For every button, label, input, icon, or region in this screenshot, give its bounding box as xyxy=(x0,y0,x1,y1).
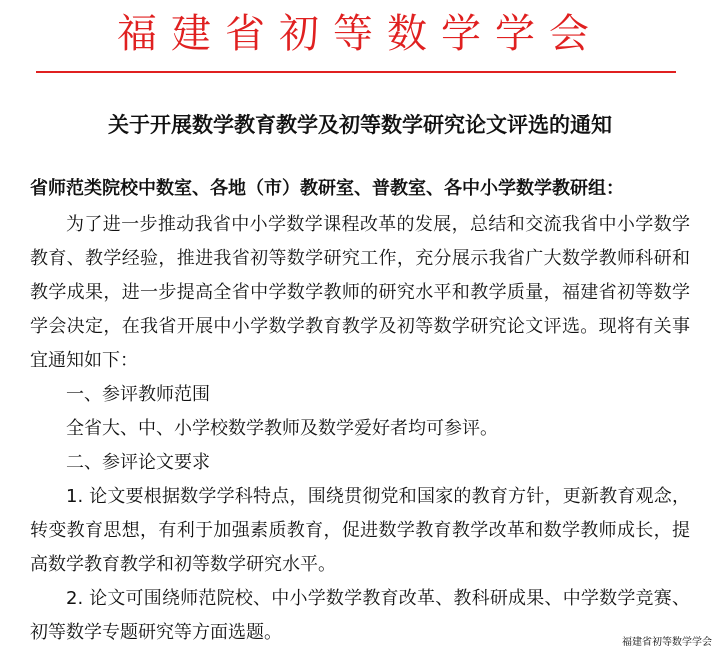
section1-body: 全省大、中、小学校数学教师及数学爱好者均可参评。 xyxy=(66,418,498,439)
organization-title: 福建省初等数学学会 xyxy=(117,11,603,57)
section2-item-1: 1. 论文要根据数学学科特点，围绕贯彻党和国家的教育方针，更新教育观念，转变教育思想，有利于加强素质教育，促进数学教育教学改革和数学教师成长，提高数学教育教学和初等数学研究水平。 xyxy=(30,486,690,575)
notice-body xyxy=(30,172,690,650)
section2-heading: 二、参评论文要求 xyxy=(66,452,210,473)
section2-item-2: 2. 论文可围绕师范院校、中小学数学教育改革、教科研成果、中学数学竞赛、初等数学专题研究等方面选题。 xyxy=(30,588,690,643)
notice-title: 关于开展数学教育教学及初等数学研究论文评选的通知 xyxy=(108,113,612,137)
section1-heading: 一、参评教师范围 xyxy=(66,384,210,405)
intro-paragraph: 为了进一步推动我省中小学数学课程改革的发展，总结和交流我省中小学数学教育、教学经验，推进我省初等数学研究工作，充分展示我省广大数学教师科研和教学成果，进一步提高全省中学数学教师的研究水平和教学质量，福建省初等数学学会决定，在我省开展中小学数学教育教学及初等数学研究论文评选。现将有关事宜通知如下： xyxy=(30,214,690,371)
header-divider xyxy=(36,71,676,73)
watermark: 福建省初等数学学会 xyxy=(622,637,712,648)
addressee: 省师范类院校中数室、各地（市）教研室、普教室、各中小学数学教研组： xyxy=(30,178,624,199)
